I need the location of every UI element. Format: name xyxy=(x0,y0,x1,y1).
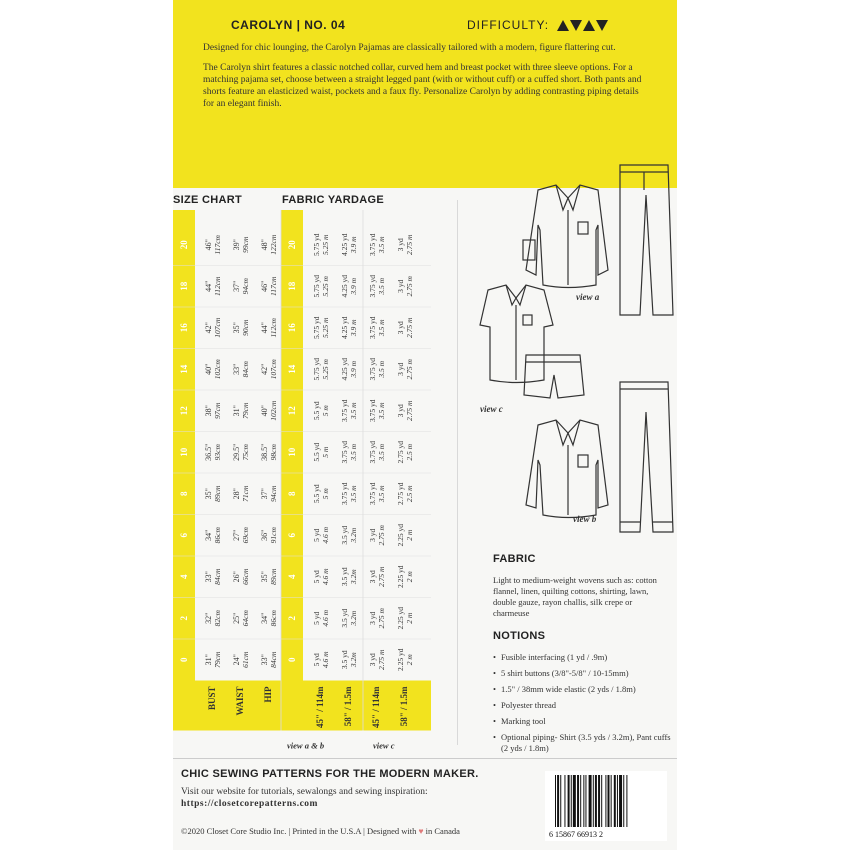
measurement-in: 34" xyxy=(204,529,213,541)
measurement-cm: 122cm xyxy=(269,234,278,255)
barcode-bar xyxy=(598,775,600,827)
measurement-in: 31" xyxy=(232,405,241,417)
measurement-cm: 99cm xyxy=(241,236,250,253)
measurement-cm: 107cm xyxy=(213,317,222,338)
measurement-cm: 66cm xyxy=(241,568,250,585)
description-paragraph: The Carolyn shirt features a classic notched collar, curved hem and breast pocket with three sleeve options. For a matching pajama set, choose between a straight legged pant (with or without cuff) or a cuffed short. Both pants and shorts feature an elasticized waist, pockets and a faux fly. Personalize Carolyn by adding contrasting piping details for an elegant finish. xyxy=(203,63,642,109)
tagline: CHIC SEWING PATTERNS FOR THE MODERN MAKER. xyxy=(181,768,479,780)
measurement-label: BUST xyxy=(207,686,217,711)
barcode-bar xyxy=(617,775,618,827)
barcode-bar xyxy=(626,775,627,827)
yardage-metric: 3.5 m xyxy=(377,402,386,420)
measurement-cm: 71cm xyxy=(241,485,250,502)
measurement-in: 27" xyxy=(232,529,241,541)
yardage-value: 4.25 yd xyxy=(340,233,349,256)
measurement-cm: 102cm xyxy=(213,359,222,380)
yardage-value: 4.25 yd xyxy=(340,316,349,339)
yardage-value: 3.75 yd xyxy=(340,441,349,464)
measurement-in: 33" xyxy=(260,654,269,666)
yardage-value: 3 yd xyxy=(396,238,405,252)
view-b-label: view b xyxy=(573,514,597,524)
barcode-bar xyxy=(571,775,572,827)
yardage-value: 2.75 yd xyxy=(396,441,405,464)
yardage-metric: 3.5 m xyxy=(377,485,386,503)
barcode-bars xyxy=(545,771,667,841)
yardage-value: 5 yd xyxy=(312,528,321,542)
measurement-in: 28" xyxy=(232,488,241,500)
view-a-label: view a xyxy=(576,292,600,302)
measurement-cm: 94cm xyxy=(241,278,250,295)
fabric-yardage-heading: FABRIC YARDAGE xyxy=(282,194,384,206)
yardage-metric: 2.75 m xyxy=(405,276,414,297)
yardage-metric: 4.6 m xyxy=(321,651,330,669)
size-label: 2 xyxy=(179,616,189,621)
measurement-cm: 75cm xyxy=(241,444,250,461)
yardage-metric: 2.5 m xyxy=(405,443,414,461)
size-label: 12 xyxy=(287,406,297,416)
yardage-metric: 2.75 m xyxy=(377,566,386,587)
yardage-metric: 2.5 m xyxy=(405,485,414,503)
yardage-value: 3.75 yd xyxy=(340,482,349,505)
size-label: 18 xyxy=(287,281,297,291)
yardage-value: 3 yd xyxy=(368,570,377,584)
barcode-bar xyxy=(619,775,622,827)
barcode-bar xyxy=(623,775,624,827)
measurement-cm: 93cm xyxy=(213,444,222,461)
size-label: 18 xyxy=(179,281,189,291)
measurement-in: 48" xyxy=(260,239,269,251)
yardage-metric: 2.75 m xyxy=(377,525,386,546)
copyright-text: ©2020 Closet Core Studio Inc. | Printed in the U.S.A | Designed with xyxy=(181,826,417,836)
yardage-value: 5.75 yd xyxy=(312,316,321,339)
barcode-bar xyxy=(555,775,556,827)
measurement-in: 25" xyxy=(232,612,241,624)
measurement-in: 42" xyxy=(204,322,213,334)
barcode-bar xyxy=(601,775,602,827)
yardage-value: 3.75 yd xyxy=(340,399,349,422)
measurement-in: 38.5" xyxy=(260,443,269,461)
sizing-table xyxy=(173,210,433,751)
barcode-bar xyxy=(608,775,610,827)
size-label: 16 xyxy=(287,323,297,333)
pattern-description xyxy=(203,42,643,118)
measurement-cm: 89cm xyxy=(213,485,222,502)
barcode-bar xyxy=(585,775,586,827)
yardage-metric: 2.75 m xyxy=(377,649,386,670)
pattern-back-cover xyxy=(173,0,677,850)
footer-divider xyxy=(173,758,677,759)
barcode-bar xyxy=(589,775,592,827)
measurement-cm: 97cm xyxy=(213,402,222,419)
yardage-value: 4.25 yd xyxy=(340,358,349,381)
barcode-bar xyxy=(611,775,612,827)
yardage-metric: 5 m xyxy=(321,446,330,458)
measurement-cm: 84cm xyxy=(241,361,250,378)
measurement-in: 42" xyxy=(260,363,269,375)
measurement-in: 35" xyxy=(260,571,269,583)
yardage-value: 5.75 yd xyxy=(312,233,321,256)
measurement-in: 37" xyxy=(232,280,241,292)
measurement-cm: 82cm xyxy=(213,610,222,627)
barcode xyxy=(545,771,667,841)
yardage-value: 5.5 yd xyxy=(312,401,321,421)
yardage-metric: 5 m xyxy=(321,405,330,417)
heart-icon: ♥ xyxy=(418,826,424,836)
yardage-metric: 2.75 m xyxy=(405,400,414,421)
measurement-in: 39" xyxy=(232,239,241,251)
measurement-cm: 86cm xyxy=(213,527,222,544)
yardage-value: 3 yd xyxy=(368,611,377,625)
measurement-cm: 90cm xyxy=(241,319,250,336)
yardage-value: 3.75 yd xyxy=(368,275,377,298)
barcode-bar xyxy=(577,775,579,827)
measurement-in: 26" xyxy=(232,571,241,583)
notions-heading: NOTIONS xyxy=(493,630,546,642)
measurement-cm: 117cm xyxy=(269,276,278,296)
yardage-width-label: 58" / 1.5m xyxy=(399,686,409,727)
measurement-in: 37" xyxy=(260,488,269,500)
size-label: 4 xyxy=(179,574,189,579)
size-label: 14 xyxy=(287,364,297,374)
column-divider xyxy=(457,200,458,745)
view-b-pants-illustration xyxy=(620,382,673,532)
measurement-cm: 79cm xyxy=(213,651,222,668)
notion-item: • Optional piping- Shirt (3.5 yds / 3.2m), Pant cuffs (2 yds / 1.8m) xyxy=(493,732,673,754)
difficulty-label: DIFFICULTY: xyxy=(467,18,550,32)
description-paragraph: Designed for chic lounging, the Carolyn Pajamas are classically tailored with a modern, figure flattering cut. xyxy=(203,43,616,53)
measurement-in: 46" xyxy=(260,280,269,292)
measurement-in: 32" xyxy=(204,612,213,624)
yardage-metric: 3.5 m xyxy=(377,277,386,295)
yardage-value: 2.75 yd xyxy=(396,482,405,505)
barcode-bar xyxy=(573,775,576,827)
yardage-metric: 3.9 m xyxy=(349,360,358,378)
pattern-title: CAROLYN | NO. 04 xyxy=(231,18,346,32)
copyright-line xyxy=(181,826,460,836)
barcode-bar xyxy=(583,775,584,827)
yardage-value: 3.5 yd xyxy=(340,608,349,628)
yardage-metric: 3.5 m xyxy=(377,236,386,254)
yardage-metric: 2.75 m xyxy=(405,359,414,380)
difficulty-rating-icon xyxy=(557,19,617,32)
notion-item: • Fusible interfacing (1 yd / .9m) xyxy=(493,652,673,663)
yardage-metric: 3.5 m xyxy=(377,360,386,378)
yardage-value: 2.25 yd xyxy=(396,565,405,588)
yardage-metric: 3.2m xyxy=(349,610,358,626)
view-c-shirt-illustration xyxy=(480,285,553,383)
barcode-bar xyxy=(580,775,581,827)
measurement-in: 36.5" xyxy=(204,443,213,461)
notion-item: • Marking tool xyxy=(493,716,673,727)
view-c-shorts-illustration xyxy=(524,355,584,398)
measurement-cm: 69cm xyxy=(241,527,250,544)
barcode-bar xyxy=(564,775,565,827)
yardage-value: 5 yd xyxy=(312,611,321,625)
measurement-in: 40" xyxy=(204,363,213,375)
measurement-in: 35" xyxy=(204,488,213,500)
view-c-yardage-label: view c xyxy=(373,740,395,751)
garment-illustrations xyxy=(468,150,678,535)
measurement-cm: 102cm xyxy=(269,400,278,421)
barcode-bar xyxy=(557,775,559,827)
measurement-label: WAIST xyxy=(235,686,245,716)
measurement-in: 34" xyxy=(260,612,269,624)
yardage-value: 3.75 yd xyxy=(368,316,377,339)
view-a-shirt-illustration xyxy=(523,185,608,288)
measurement-cm: 61cm xyxy=(241,651,250,668)
yardage-metric: 2.75 m xyxy=(405,317,414,338)
yardage-value: 3.75 yd xyxy=(368,399,377,422)
yardage-width-label: 45" / 114m xyxy=(315,686,325,728)
yardage-value: 3.75 yd xyxy=(368,358,377,381)
yardage-value: 3.5 yd xyxy=(340,567,349,587)
notion-item: • Polyester thread xyxy=(493,700,673,711)
yardage-value: 4.25 yd xyxy=(340,275,349,298)
size-label: 4 xyxy=(287,574,297,579)
measurement-in: 38" xyxy=(204,405,213,417)
yardage-metric: 3.5 m xyxy=(377,443,386,461)
yardage-value: 2.25 yd xyxy=(396,648,405,671)
yardage-value: 3.75 yd xyxy=(368,441,377,464)
yardage-metric: 2 m xyxy=(405,571,414,583)
size-label: 8 xyxy=(287,491,297,496)
website-link[interactable]: https://closetcorepatterns.com xyxy=(181,799,318,809)
view-b-shirt-illustration xyxy=(526,420,608,518)
measurement-cm: 112cm xyxy=(213,276,222,296)
yardage-metric: 3.2m xyxy=(349,652,358,668)
size-label: 14 xyxy=(179,364,189,374)
size-label: 8 xyxy=(179,491,189,496)
measurement-label: HIP xyxy=(263,686,273,703)
size-label: 2 xyxy=(287,616,297,621)
yardage-value: 2.25 yd xyxy=(396,524,405,547)
yardage-metric: 3.2m xyxy=(349,569,358,585)
yardage-metric: 2 m xyxy=(405,654,414,666)
copyright-suffix: in Canada xyxy=(425,826,460,836)
yardage-metric: 5.25 m xyxy=(321,317,330,338)
size-label: 16 xyxy=(179,323,189,333)
yardage-value: 5 yd xyxy=(312,653,321,667)
view-c-label: view c xyxy=(480,404,503,414)
measurement-cm: 107cm xyxy=(269,359,278,380)
barcode-bar xyxy=(595,775,597,827)
size-label: 12 xyxy=(179,406,189,416)
yardage-metric: 3.2m xyxy=(349,527,358,543)
yardage-width-label: 45" / 114m xyxy=(371,686,381,728)
measurement-in: 33" xyxy=(204,571,213,583)
yardage-metric: 4.6 m xyxy=(321,568,330,586)
measurement-cm: 86cm xyxy=(269,610,278,627)
yardage-metric: 4.6 m xyxy=(321,609,330,627)
yardage-metric: 3.9 m xyxy=(349,319,358,337)
yardage-metric: 2.75 m xyxy=(405,234,414,255)
yardage-value: 3 yd xyxy=(396,404,405,418)
measurement-in: 35" xyxy=(232,322,241,334)
yardage-metric: 3.5 m xyxy=(349,443,358,461)
measurement-in: 24" xyxy=(232,654,241,666)
yardage-metric: 3.9 m xyxy=(349,236,358,254)
yardage-value: 3.5 yd xyxy=(340,525,349,545)
measurement-cm: 91cm xyxy=(269,527,278,544)
yardage-value: 3 yd xyxy=(368,528,377,542)
yardage-value: 5 yd xyxy=(312,570,321,584)
barcode-bar xyxy=(605,775,606,827)
fabric-heading: FABRIC xyxy=(493,553,536,565)
measurement-in: 33" xyxy=(232,363,241,375)
yardage-value: 3 yd xyxy=(368,653,377,667)
yardage-metric: 5 m xyxy=(321,488,330,500)
measurement-cm: 64cm xyxy=(241,610,250,627)
yardage-metric: 3.5 m xyxy=(349,402,358,420)
barcode-bar xyxy=(593,775,594,827)
measurement-cm: 94cm xyxy=(269,485,278,502)
yardage-value: 3.75 yd xyxy=(368,482,377,505)
yardage-metric: 4.6 m xyxy=(321,526,330,544)
measurement-in: 44" xyxy=(260,322,269,334)
barcode-number: 6 15867 66913 2 xyxy=(549,830,603,839)
yardage-metric: 5.25 m xyxy=(321,276,330,297)
measurement-cm: 112cm xyxy=(269,318,278,338)
size-chart-heading: SIZE CHART xyxy=(173,194,242,206)
measurement-in: 31" xyxy=(204,654,213,666)
yardage-value: 3.5 yd xyxy=(340,650,349,670)
website-prompt: Visit our website for tutorials, sewalongs and sewing inspiration: xyxy=(181,787,428,797)
notion-item: • 1.5" / 38mm wide elastic (2 yds / 1.8m) xyxy=(493,684,673,695)
measurement-in: 40" xyxy=(260,405,269,417)
size-label: 0 xyxy=(179,657,189,662)
view-a-pants-illustration xyxy=(620,165,673,315)
view-ab-label: view a & b xyxy=(287,740,325,751)
yardage-metric: 5.25 m xyxy=(321,359,330,380)
yardage-value: 3 yd xyxy=(396,279,405,293)
yardage-value: 3 yd xyxy=(396,321,405,335)
size-label: 10 xyxy=(179,447,189,457)
yardage-metric: 5.25 m xyxy=(321,234,330,255)
measurement-cm: 89cm xyxy=(269,568,278,585)
size-label: 6 xyxy=(179,533,189,538)
measurement-cm: 117cm xyxy=(213,235,222,255)
yardage-metric: 2 m xyxy=(405,529,414,541)
notions-list xyxy=(493,652,673,759)
size-label: 6 xyxy=(287,533,297,538)
barcode-bar xyxy=(568,775,570,827)
size-label: 20 xyxy=(287,240,297,250)
notion-item: • 5 shirt buttons (3/8"-5/8" / 10-15mm) xyxy=(493,668,673,679)
yardage-metric: 3.9 m xyxy=(349,277,358,295)
measurement-in: 46" xyxy=(204,239,213,251)
measurement-in: 36" xyxy=(260,529,269,541)
yardage-metric: 3.5 m xyxy=(349,485,358,503)
size-label: 0 xyxy=(287,657,297,662)
yardage-metric: 2 m xyxy=(405,612,414,624)
yardage-width-label: 58" / 1.5m xyxy=(343,686,353,727)
size-label: 20 xyxy=(179,240,189,250)
fabric-description: Light to medium-weight wovens such as: cotton flannel, linen, quilting cottons, shirting, lawn, double gauze, rayon challis, silk crepe or charmeuse xyxy=(493,575,657,618)
size-label: 10 xyxy=(287,447,297,457)
barcode-bar xyxy=(614,775,616,827)
barcode-bar xyxy=(560,775,561,827)
yardage-value: 5.5 yd xyxy=(312,484,321,504)
measurement-cm: 98cm xyxy=(269,444,278,461)
measurement-in: 44" xyxy=(204,280,213,292)
yardage-value: 3 yd xyxy=(396,362,405,376)
yardage-value: 3.75 yd xyxy=(368,233,377,256)
yardage-metric: 3.5 m xyxy=(377,319,386,337)
yardage-value: 5.75 yd xyxy=(312,275,321,298)
yardage-metric: 2.75 m xyxy=(377,608,386,629)
measurement-cm: 84cm xyxy=(213,568,222,585)
measurement-in: 29.5" xyxy=(232,443,241,461)
yardage-value: 5.5 yd xyxy=(312,442,321,462)
measurement-cm: 84cm xyxy=(269,651,278,668)
measurement-cm: 79cm xyxy=(241,402,250,419)
yardage-value: 2.25 yd xyxy=(396,607,405,630)
yardage-value: 5.75 yd xyxy=(312,358,321,381)
